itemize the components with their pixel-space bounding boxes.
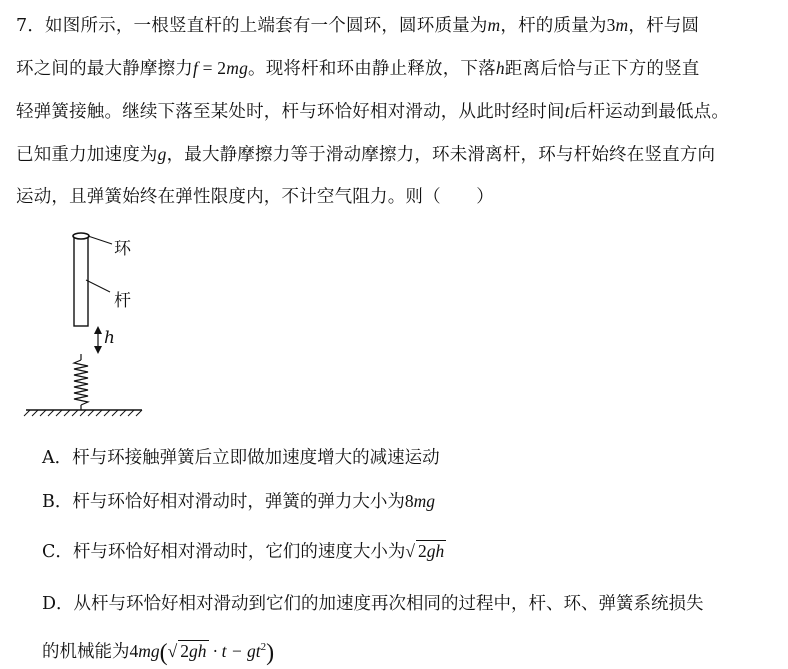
option-d-line-2[interactable]: 的机械能为4mg(√ $2gh \cdot t - gt^2$) [42,640,275,666]
ring-label: 环 [114,239,131,259]
option-b[interactable]: B．杆与环恰好相对滑动时，弹簧的弹力大小为8mg [42,491,435,512]
stem-line-2: 环之间的最大静摩擦力f = 2mg。现将杆和环由静止释放，下落h距离后恰与正下方的竖直 [16,58,700,79]
h-arrow-up-head [94,326,102,334]
h-arrow-down-head [94,346,102,354]
option-d-line-1[interactable]: D．从杆与环恰好相对滑动到它们的加速度再次相同的过程中，杆、环、弹簧系统损失 [42,594,704,614]
stem-line-1: 7．如图所示，一根竖直杆的上端套有一个圆环，圆环质量为m，杆的质量为3m，杆与圆 [16,15,700,36]
stem-line-5: 运动，且弹簧始终在弹性限度内，不计空气阻力。则（ ） [16,187,494,207]
rod-ring-spring-diagram [22,226,172,426]
option-a[interactable]: A．杆与环接触弹簧后立即做加速度增大的减速运动 [42,448,440,468]
question-number: 7． [16,16,46,36]
sqrt-expression: √ 2gh [167,641,207,661]
ring [73,233,89,239]
spring-coil [74,360,88,405]
rod-leader-line [86,280,110,292]
question-stem [16,4,778,218]
physics-figure [22,226,172,426]
sqrt-expression: √ 2gh [405,541,445,561]
stem-line-4: 已知重力加速度为g，最大静摩擦力等于滑动摩擦力，环未滑离杆，环与杆始终在竖直方向 [16,144,716,165]
stem-line-3: 轻弹簧接触。继续下落至某处时，杆与环恰好相对滑动，从此时经时间t后杆运动到最低点。 [16,101,730,122]
rod-label: 杆 [114,291,131,311]
ground-hatch [24,410,142,416]
option-c[interactable]: C．杆与环恰好相对滑动时，它们的速度大小为√ 2gh [42,541,445,562]
h-label: h [104,328,115,348]
rod [74,236,88,326]
ring-leader-line [88,236,112,244]
